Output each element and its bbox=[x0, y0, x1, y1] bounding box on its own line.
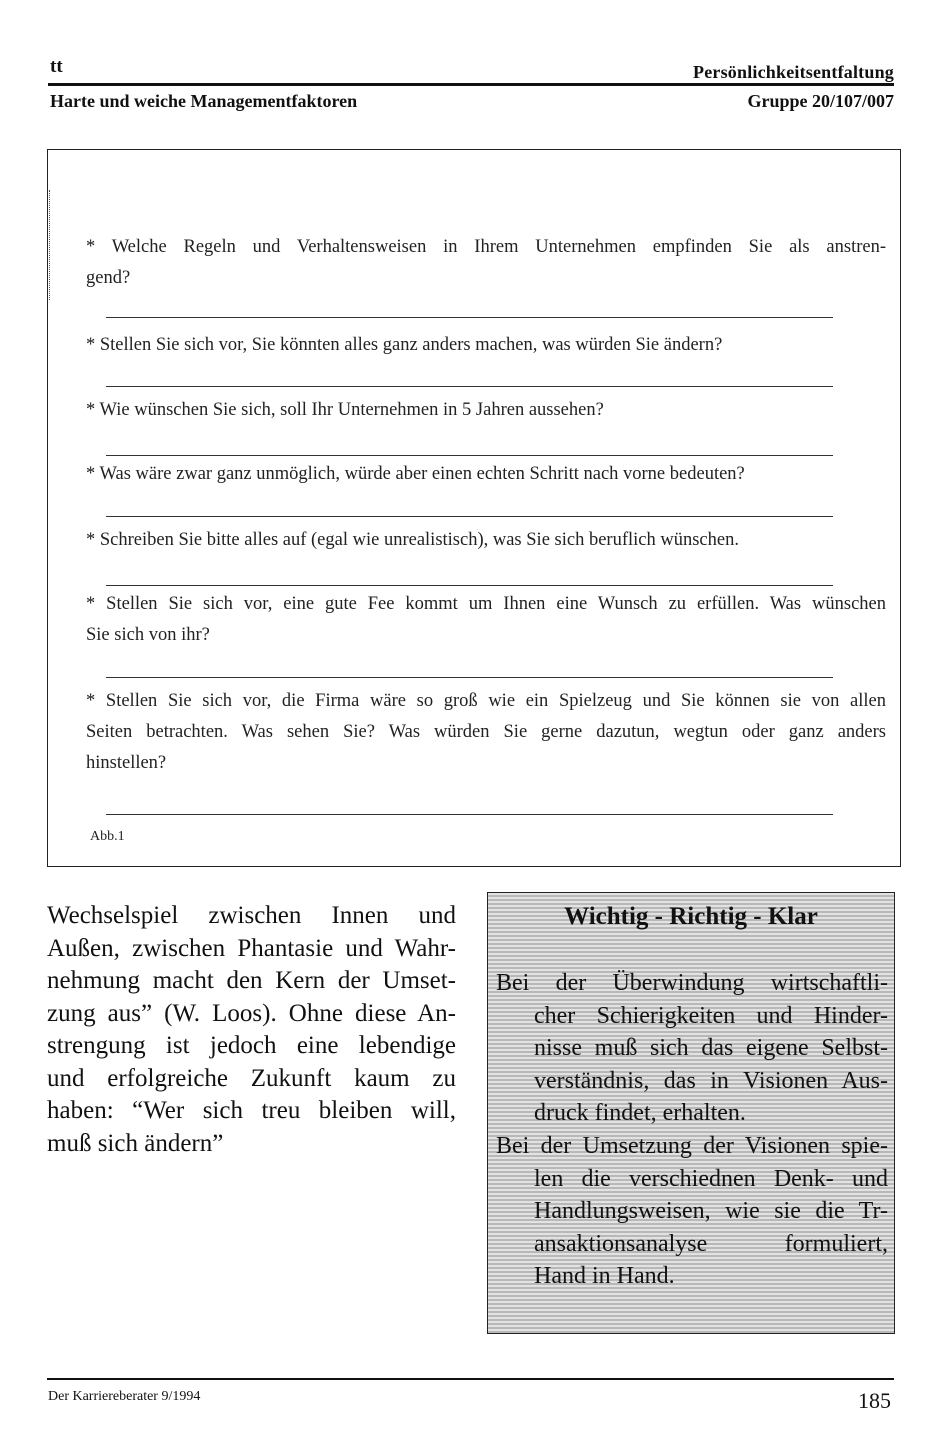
footer-rule bbox=[47, 1378, 894, 1380]
question-line: * Schreiben Sie bitte alles auf (egal wie unrealistisch), was Sie sich beruflich wünschen. bbox=[86, 530, 739, 550]
question-line: hinstellen? bbox=[86, 753, 167, 773]
body-line: haben: “Wer sich treu bleiben will, bbox=[47, 1097, 456, 1124]
body-line: Wechselspiel zwischen Innen und bbox=[47, 902, 456, 929]
answer-line[interactable] bbox=[106, 585, 833, 586]
question-line: Sie sich von ihr? bbox=[86, 625, 210, 645]
question-line: * Wie wünschen Sie sich, soll Ihr Unternehmen in 5 Jahren aussehen? bbox=[86, 400, 604, 420]
question-item bbox=[86, 525, 886, 556]
question-item bbox=[86, 459, 886, 490]
answer-line[interactable] bbox=[106, 317, 833, 318]
question-line: * Stellen Sie sich vor, Sie könnten alles ganz anders machen, was würden Sie ändern? bbox=[86, 335, 723, 355]
answer-line[interactable] bbox=[106, 455, 833, 456]
question-item bbox=[86, 330, 886, 361]
callout-line: Handlungsweisen, wie sie die Tr- bbox=[534, 1198, 888, 1224]
answer-line[interactable] bbox=[106, 814, 833, 815]
body-line: Außen, zwischen Phantasie und Wahr- bbox=[47, 934, 456, 962]
question-item bbox=[86, 686, 886, 779]
chapter-title: Harte und weiche Managementfaktoren bbox=[50, 91, 358, 111]
callout-paragraph bbox=[496, 967, 888, 1130]
callout-paragraph bbox=[496, 1130, 888, 1293]
figure-caption: Abb.1 bbox=[90, 829, 125, 844]
callout-line: len die verschiednen Denk- und bbox=[534, 1165, 888, 1192]
body-line: und erfolgreiche Zukunft kaum zu bbox=[47, 1064, 456, 1092]
callout-line: Bei der Überwindung wirtschaftli- bbox=[496, 970, 888, 996]
body-line: nehmung macht den Kern der Umset- bbox=[47, 967, 456, 994]
question-item bbox=[86, 589, 886, 651]
question-item bbox=[86, 395, 886, 426]
question-item bbox=[86, 232, 886, 294]
callout-line: Hand in Hand. bbox=[534, 1263, 675, 1289]
question-line: * Welche Regeln und Verhaltensweisen in Ihrem Unternehmen empfinden Sie als anstren- bbox=[86, 237, 886, 257]
answer-line[interactable] bbox=[106, 677, 833, 678]
answer-line[interactable] bbox=[106, 516, 833, 517]
body-line: zung aus” (W. Loos). Ohne diese An- bbox=[47, 999, 456, 1027]
callout-box bbox=[487, 892, 895, 1334]
running-title: Persönlichkeitsentfaltung bbox=[693, 62, 894, 82]
publication-name: Der Karriereberater 9/1994 bbox=[48, 1389, 201, 1404]
callout-line: nisse muß sich das eigene Selbst- bbox=[534, 1035, 888, 1061]
callout-line: verständnis, das in Visionen Aus- bbox=[534, 1067, 888, 1094]
body-paragraph bbox=[47, 900, 456, 1160]
callout-line: ansaktionsanalyse formuliert, bbox=[534, 1230, 888, 1257]
answer-line[interactable] bbox=[106, 386, 833, 387]
page-number: 185 bbox=[858, 1388, 891, 1413]
question-line: * Stellen Sie sich vor, die Firma wäre so groß wie ein Spielzeug und Sie können sie von allen bbox=[86, 691, 886, 711]
header-rule bbox=[48, 83, 894, 86]
callout-title: Wichtig - Richtig - Klar bbox=[564, 903, 818, 930]
question-line: * Stellen Sie sich vor, eine gute Fee kommt um Ihnen eine Wunsch zu erfüllen. Was wünschen bbox=[86, 594, 886, 614]
body-line: strengung ist jedoch eine lebendige bbox=[47, 1032, 456, 1059]
group-number: Gruppe 20/107/007 bbox=[747, 91, 894, 111]
callout-line: druck findet, erhalten. bbox=[534, 1100, 746, 1126]
callout-line: Bei der Umsetzung der Visionen spie- bbox=[496, 1133, 888, 1159]
body-line: muß sich ändern” bbox=[47, 1129, 224, 1157]
section-marker: tt bbox=[50, 56, 63, 77]
question-line: gend? bbox=[86, 268, 131, 288]
question-line: Seiten betrachten. Was sehen Sie? Was würden Sie gerne dazutun, wegtun oder ganz anders bbox=[86, 722, 886, 742]
callout-line: cher Schierigkeiten und Hinder- bbox=[534, 1002, 888, 1029]
question-line: * Was wäre zwar ganz unmöglich, würde aber einen echten Schritt nach vorne bedeuten? bbox=[86, 464, 745, 484]
